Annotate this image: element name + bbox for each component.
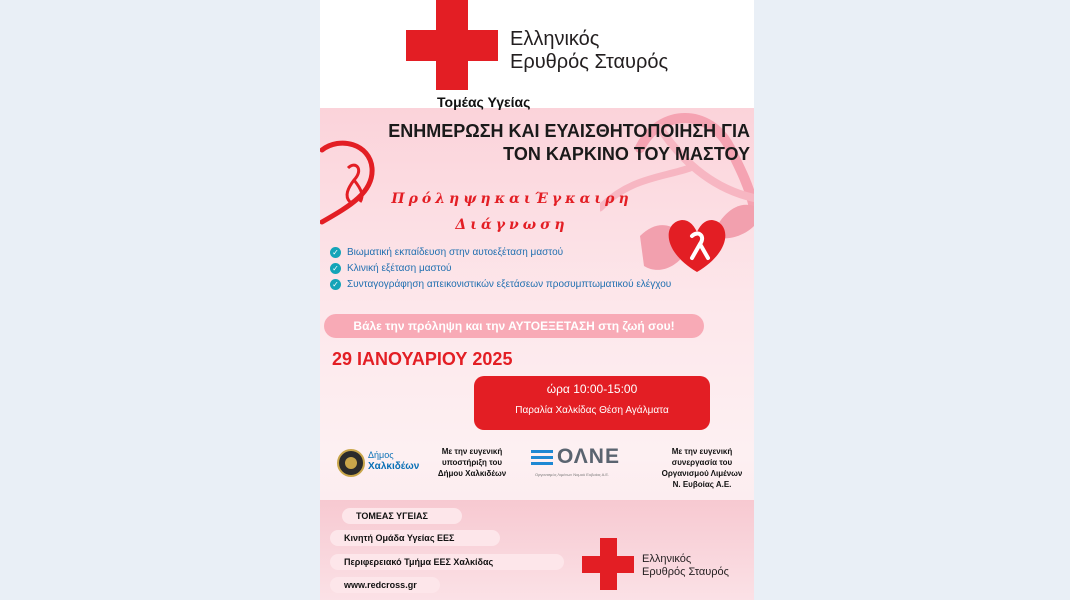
sector-title: Τομέας Υγείας <box>437 94 531 110</box>
list-item-label: Βιωματική εκπαίδευση στην αυτοεξέταση μαστού <box>347 246 564 258</box>
headline-line2: ΤΟΝ ΚΑΡΚΙΝΟ ΤΟΥ ΜΑΣΤΟΥ <box>503 144 750 164</box>
services-list <box>330 244 750 292</box>
organization-name-line1: Ελληνικός <box>510 28 600 50</box>
page-title <box>340 120 750 166</box>
organization-name-footer-line1: Ελληνικός <box>642 553 692 565</box>
municipality-support-line2: υποστήριξη του <box>441 458 503 467</box>
port-support-line4: Ν. Ευβοίας Α.Ε. <box>672 480 732 489</box>
port-support-text <box>650 446 754 490</box>
check-icon: ✓ <box>330 279 341 290</box>
footer-sector: ΤΟΜΕΑΣ ΥΓΕΙΑΣ <box>342 508 462 524</box>
footer-website[interactable]: www.redcross.gr <box>330 577 440 593</box>
municipality-support-line3: Δήμου Χαλκιδέων <box>437 469 507 478</box>
header-band <box>320 0 754 108</box>
port-support-line2: συνεργασία του <box>671 458 733 467</box>
check-icon: ✓ <box>330 247 341 258</box>
olne-logo-name: ΟΛΝΕ <box>557 445 620 468</box>
municipality-logo-line1: Δήμος <box>368 450 394 460</box>
call-to-action-banner: Βάλε την πρόληψη και την ΑΥΤΟΕΞΕΤΑΣΗ στη ζωή σου! <box>324 314 704 338</box>
organization-name-footer-line2: Ερυθρός Σταυρός <box>642 566 729 578</box>
event-location: Παραλία Χαλκίδας Θέση Αγάλματα <box>515 405 669 416</box>
list-item <box>330 260 750 276</box>
event-info-box <box>474 376 710 430</box>
red-cross-icon <box>582 538 634 590</box>
municipality-emblem-icon <box>337 449 365 477</box>
event-date: 29 ΙΑΝΟΥΑΡΙΟΥ 2025 <box>332 349 513 369</box>
slogan <box>362 186 662 238</box>
slogan-line2: Διάγνωση <box>455 217 569 233</box>
event-poster <box>320 0 754 600</box>
list-item-label: Κλινική εξέταση μαστού <box>347 262 452 274</box>
municipality-support-text <box>424 446 520 479</box>
port-support-line3: Οργανισμού Λιμένων <box>661 469 743 478</box>
footer-team: Κινητή Ομάδα Υγείας ΕΕΣ <box>330 530 500 546</box>
event-time: ώρα 10:00-15:00 <box>546 382 638 396</box>
list-item <box>330 276 750 292</box>
municipality-logo-line2: Χαλκιδέων <box>368 461 420 472</box>
port-support-line1: Με την ευγενική <box>671 447 733 456</box>
slogan-line1: ΠρόληψηκαιΈγκαιρη <box>391 191 633 207</box>
list-item-label: Συνταγογράφηση απεικονιστικών εξετάσεων προσυμπτωματικού ελέγχου <box>347 278 672 290</box>
footer-department: Περιφερειακό Τμήμα ΕΕΣ Χαλκίδας <box>330 554 564 570</box>
olne-logo-subtitle: Οργανισμός Λιμένων Νομού Ευβοίας Α.Ε. <box>535 472 610 477</box>
red-cross-icon <box>406 0 498 90</box>
headline-line1: ΕΝΗΜΕΡΩΣΗ ΚΑΙ ΕΥΑΙΣΘΗΤΟΠΟΙΗΣΗ ΓΙΑ <box>388 121 750 141</box>
organization-name-line2: Ερυθρός Σταυρός <box>510 51 669 73</box>
organization-name <box>510 28 668 74</box>
organization-name-footer <box>642 553 729 579</box>
check-icon: ✓ <box>330 263 341 274</box>
municipality-logo-text <box>368 450 419 472</box>
list-item <box>330 244 750 260</box>
municipality-support-line1: Με την ευγενική <box>441 447 503 456</box>
